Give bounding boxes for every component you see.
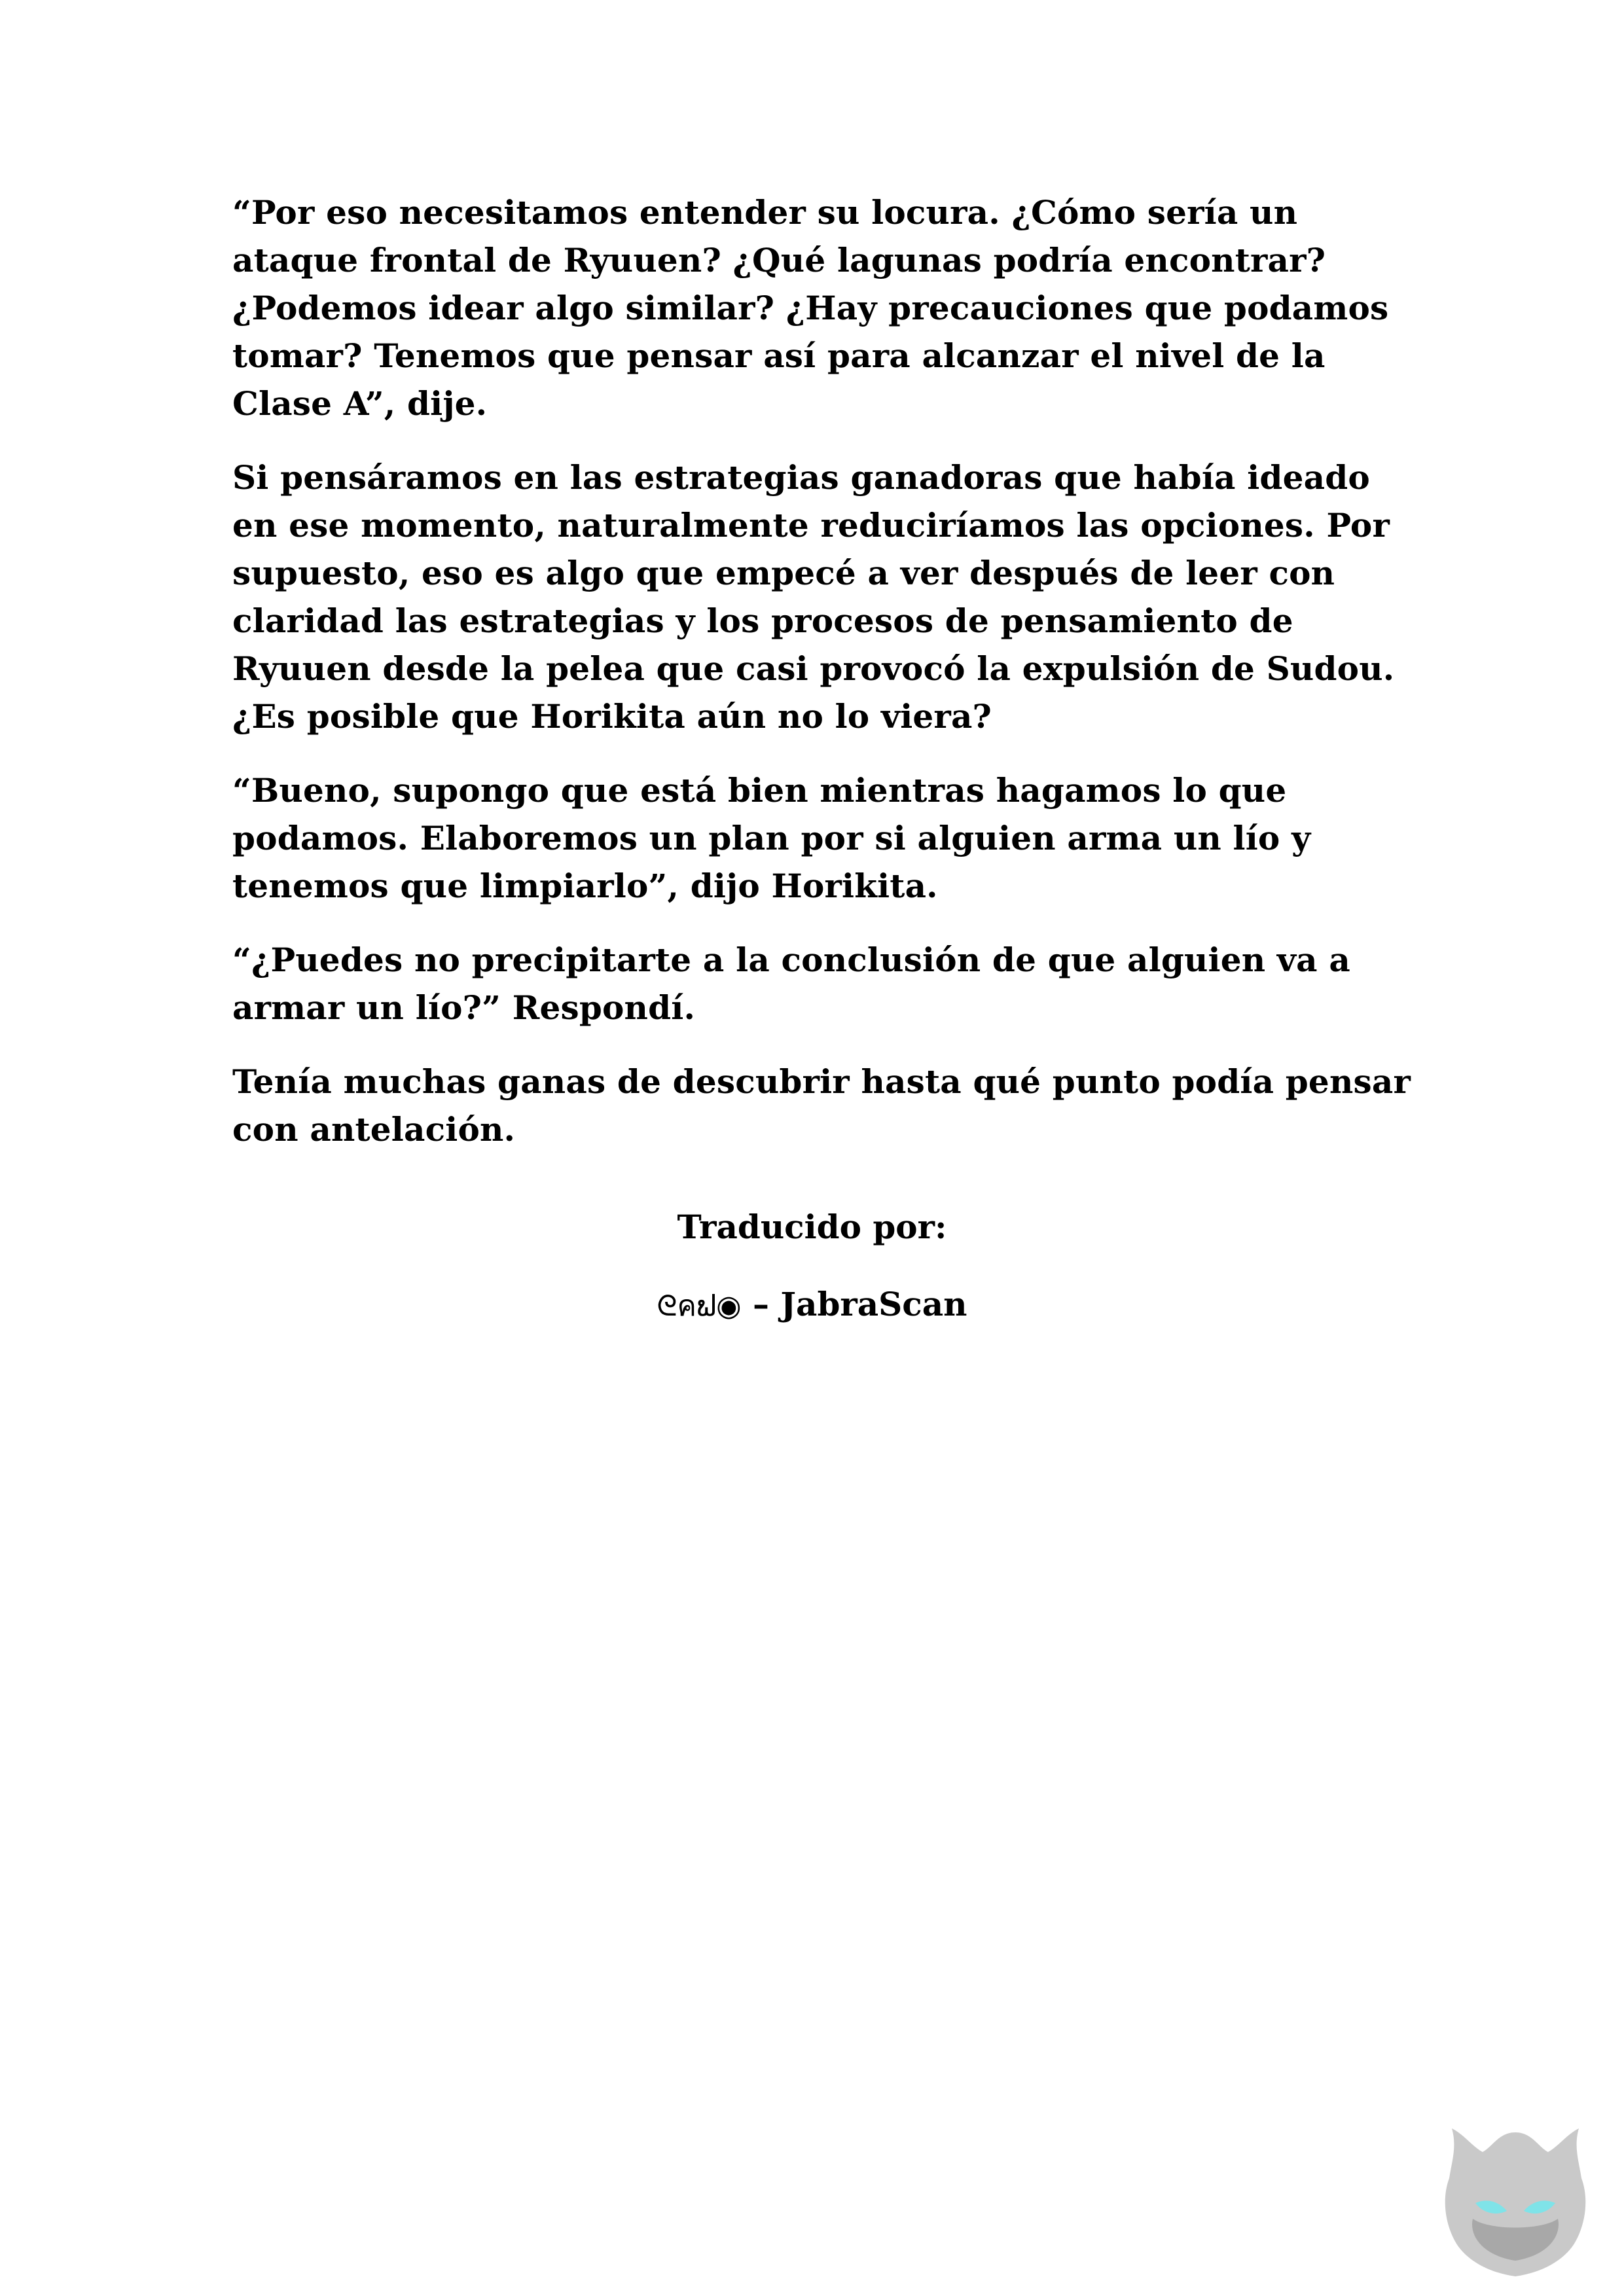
paragraph-2: Si pensáramos en las estrategias ganadoras que había ideado en ese momento, naturalmente reduciríamos las opciones. Por supuesto, eso es algo que empecé a ver después de leer con claridad las estrategias y los procesos de pensamiento de Ryuuen desde la pelea que casi provocó la expulsión de Sudou. ¿Es posible que Horikita aún no lo viera?: [232, 458, 1395, 736]
text-body: [232, 188, 1411, 1179]
translator-name: ᘓคຟ◉: [657, 1289, 742, 1323]
paragraph-4: “¿Puedes no precipitarte a la conclusión de que alguien va a armar un lío?” Respondí.: [232, 941, 1350, 1027]
credits-line: [0, 1280, 1624, 1330]
paragraph-5: Tenía muchas ganas de descubrir hasta qué punto podía pensar con antelación.: [232, 1062, 1411, 1149]
group-name: JabraScan: [780, 1285, 967, 1323]
paragraph-1: “Por eso necesitamos entender su locura. ¿Cómo sería un ataque frontal de Ryuuen? ¿Qué lagunas podría encontrar? ¿Podemos idear algo similar? ¿Hay precauciones que podamos tomar? Tenemos que pensar así para alcanzar el nivel de la Clase A”, dije.: [232, 193, 1389, 423]
demon-mask-icon: [1434, 2121, 1597, 2284]
paragraph-3: “Bueno, supongo que está bien mientras hagamos lo que podamos. Elaboremos un plan por si alguien arma un lío y tenemos que limpiarlo”, dijo Horikita.: [232, 771, 1311, 905]
credits-label: Traducido por:: [677, 1208, 947, 1246]
credits-separator: –: [741, 1285, 781, 1323]
